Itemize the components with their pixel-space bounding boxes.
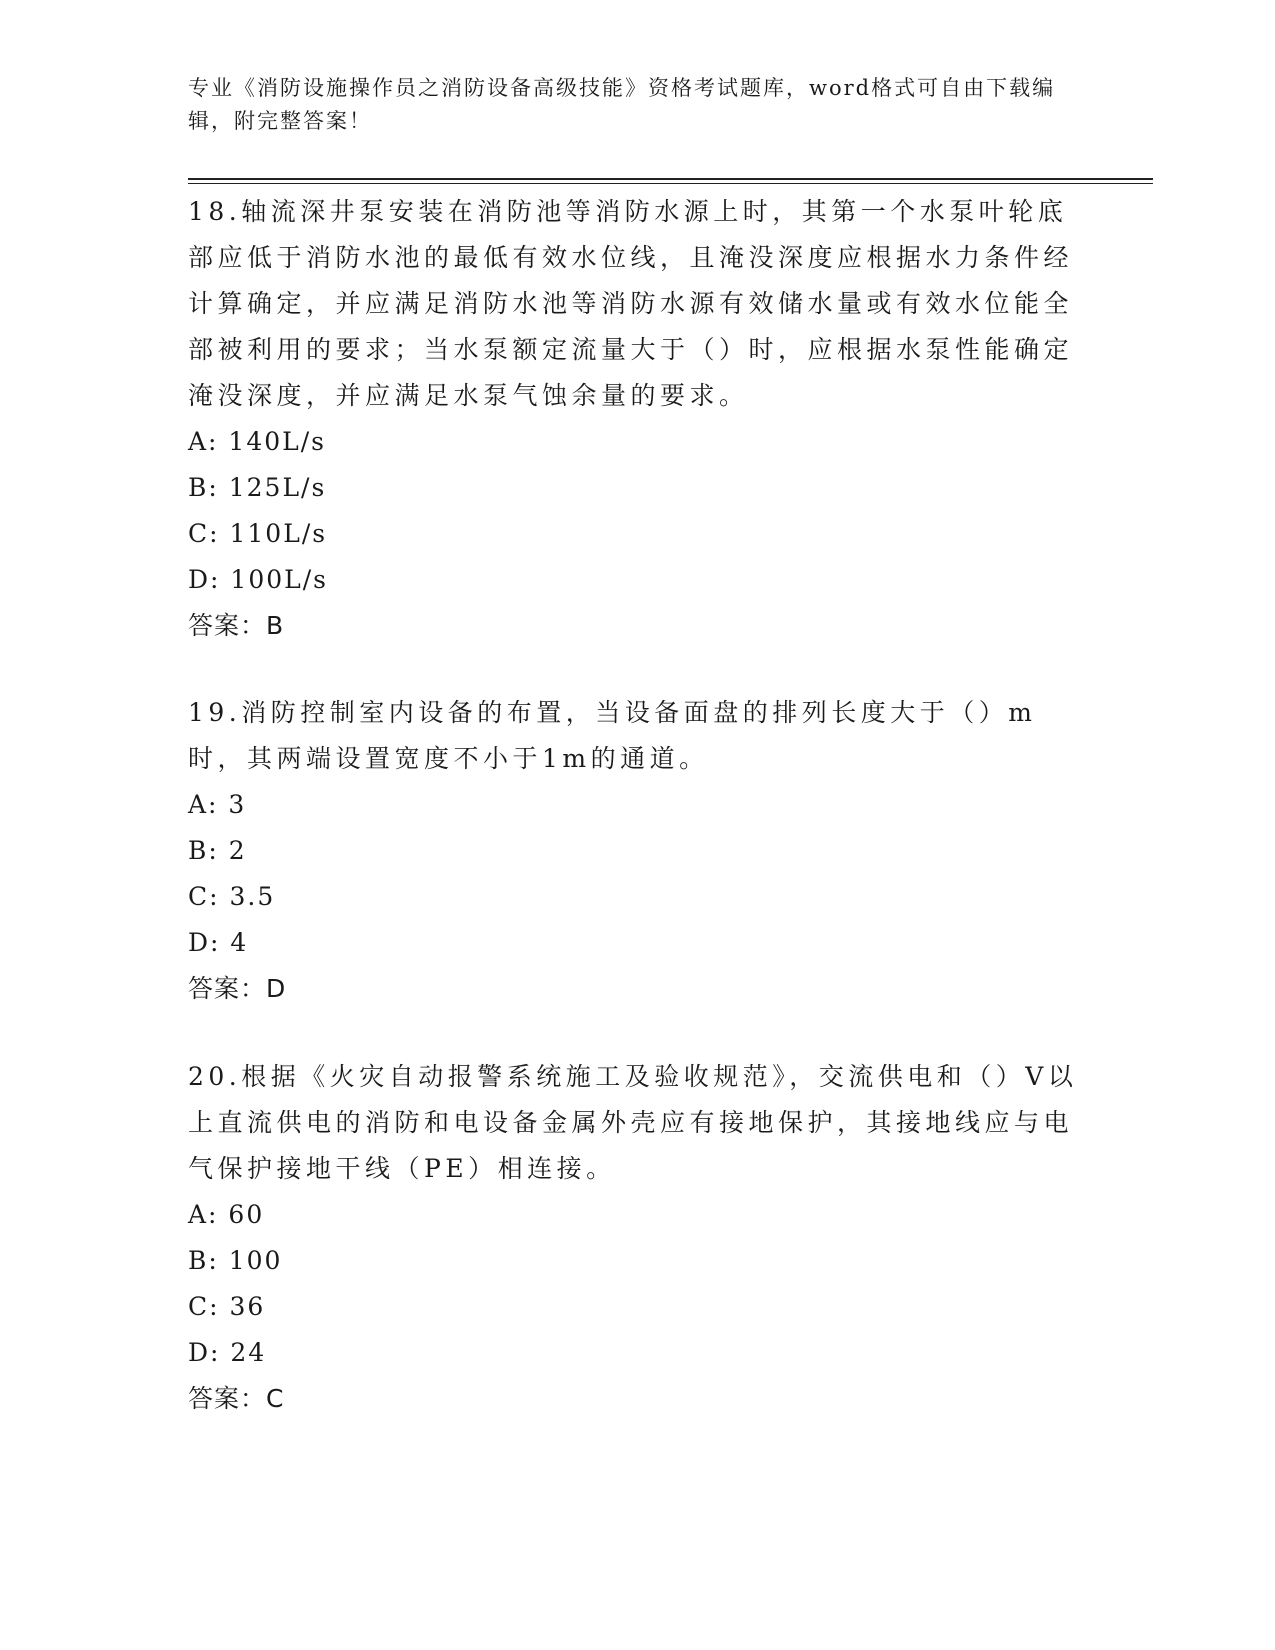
question-20 (188, 1054, 1078, 1422)
answer-line: 答案：B (188, 611, 285, 640)
option-a: A: 60 (188, 1200, 265, 1229)
question-19 (188, 690, 1078, 1012)
option-a: A: 140L/s (188, 427, 326, 456)
option-c: C: 36 (188, 1292, 266, 1321)
question-text: 18.轴流深井泵安装在消防池等消防水源上时，其第一个水泵叶轮底部应低于消防水池的最低有效水位线，且淹没深度应根据水力条件经计算确定，并应满足消防水池等消防水源有效储水量或有效水位能全部被利用的要求；当水泵额定流量大于（）时，应根据水泵性能确定淹没深度，并应满足水泵气蚀余量的要求。 (188, 197, 1074, 410)
option-c: C: 110L/s (188, 519, 328, 548)
answer-line: 答案：D (188, 974, 287, 1003)
option-c: C: 3.5 (188, 882, 276, 911)
option-d: D: 100L/s (188, 565, 328, 594)
header-divider-thick (188, 178, 1153, 180)
option-b: B: 125L/s (188, 473, 327, 502)
question-text: 19.消防控制室内设备的布置，当设备面盘的排列长度大于（）m时，其两端设置宽度不小于1m的通道。 (188, 698, 1037, 773)
answer-line: 答案：C (188, 1384, 285, 1413)
option-b: B: 2 (188, 836, 247, 865)
header-divider-thin (188, 183, 1153, 184)
option-d: D: 24 (188, 1338, 267, 1367)
document-header: 专业《消防设施操作员之消防设备高级技能》资格考试题库，word格式可自由下载编辑，附完整答案！ (188, 76, 1056, 133)
option-b: B: 100 (188, 1246, 283, 1275)
option-a: A: 3 (188, 790, 247, 819)
question-18 (188, 189, 1078, 649)
option-d: D: 4 (188, 928, 249, 957)
question-text: 20.根据《火灾自动报警系统施工及验收规范》，交流供电和（）V以上直流供电的消防和电设备金属外壳应有接地保护，其接地线应与电气保护接地干线（PE）相连接。 (188, 1062, 1078, 1183)
